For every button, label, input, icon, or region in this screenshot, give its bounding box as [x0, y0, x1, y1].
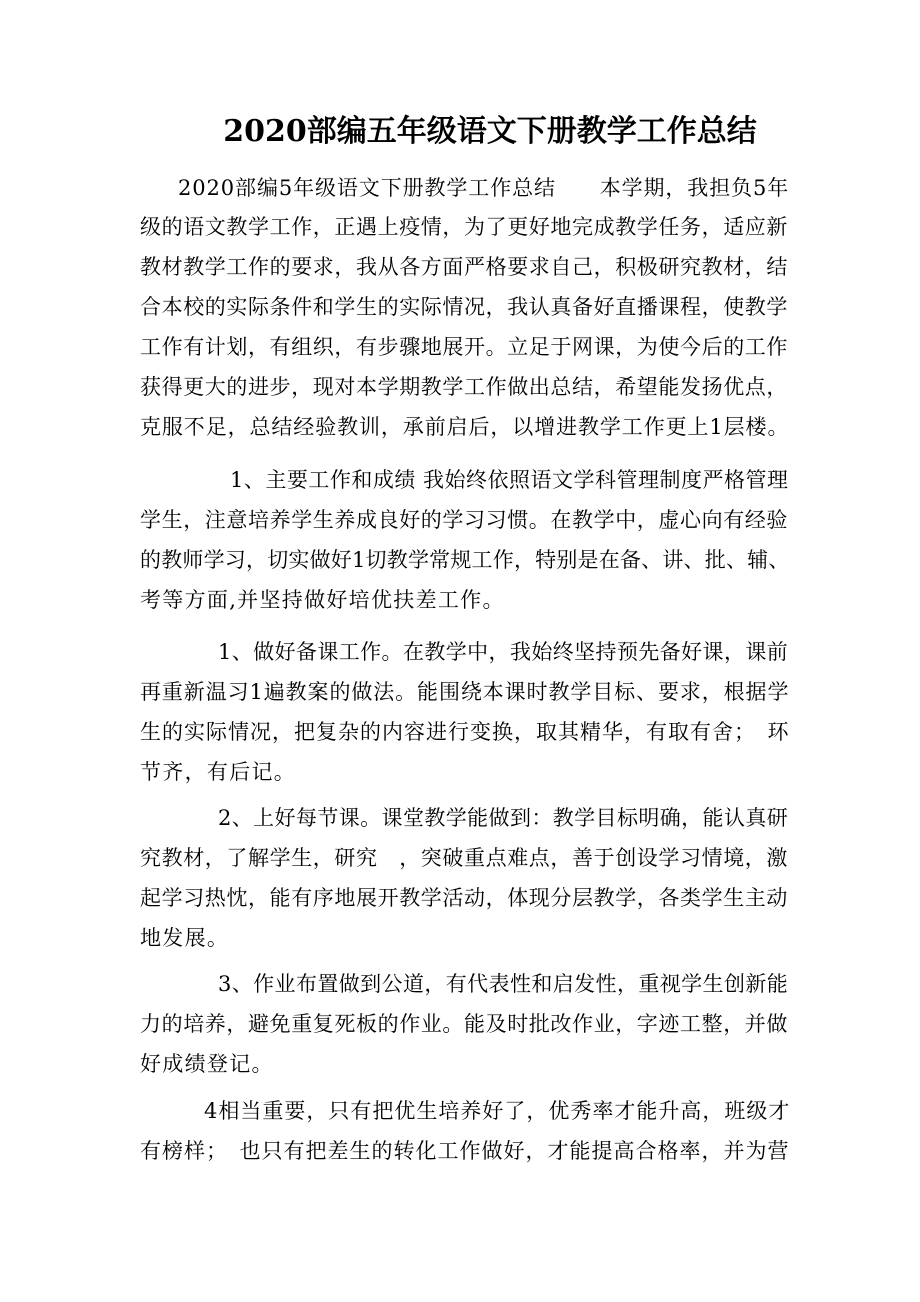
text-line: 2020部编5年级语文下册教学工作总结 本学期，我担负5年	[178, 176, 790, 200]
text-line: 工作有计划，有组织，有步骤地展开。立足于网课，为使今后的工作	[140, 335, 788, 359]
text-line: 力的培养，避免重复死板的作业。能及时批改作业，字迹工整，并做	[140, 1012, 788, 1036]
text-line: 1、做好备课工作。在教学中，我始终坚持预先备好课，课前	[218, 640, 789, 664]
text-line: 考等方面,并坚持做好培优扶差工作。	[140, 588, 505, 612]
text-line: 生的实际情况，把复杂的内容进行变换，取其精华，有取有舍； 环	[140, 720, 790, 744]
text-line: 起学习热忱，能有序地展开教学活动，体现分层教学，各类学生主动	[140, 886, 788, 910]
text-line: 教材教学工作的要求，我从各方面严格要求自己，积极研究教材，结	[140, 255, 788, 279]
text-line: 究教材，了解学生，研究 ，突破重点难点，善于创设学习情境，激	[140, 846, 788, 870]
text-line: 获得更大的进步，现对本学期教学工作做出总结，希望能发扬优点，	[140, 375, 788, 399]
text-line: 3、作业布置做到公道，有代表性和启发性，重视学生创新能	[218, 972, 789, 996]
text-line: 克服不足，总结经验教训，承前启后，以增进教学工作更上1层楼。	[140, 415, 790, 439]
text-line: 好成绩登记。	[140, 1052, 274, 1076]
text-line: 1、主要工作和成绩 我始终依照语文学科管理制度严格管理	[230, 468, 789, 492]
text-line: 合本校的实际条件和学生的实际情况，我认真备好直播课程，使教学	[140, 295, 788, 319]
text-line: 级的语文教学工作，正遇上疫情，为了更好地完成教学任务，适应新	[140, 215, 788, 239]
document-title: 2020部编五年级语文下册教学工作总结	[223, 114, 757, 149]
text-line: 节齐，有后记。	[140, 760, 297, 784]
text-line: 学生，注意培养学生养成良好的学习习惯。在教学中，虚心向有经验	[140, 508, 788, 532]
text-line: 再重新温习1遍教案的做法。能围绕本课时教学目标、要求，根据学	[140, 680, 790, 704]
text-line: 2、上好每节课。课堂教学能做到：教学目标明确，能认真研	[218, 806, 789, 830]
text-line: 有榜样； 也只有把差生的转化工作做好，才能提高合格率，并为营	[140, 1139, 790, 1163]
text-line: 地发展。	[140, 926, 230, 950]
text-line: 的教师学习，切实做好1切教学常规工作，特别是在备、讲、批、辅、	[140, 548, 790, 572]
text-line: 4相当重要，只有把优生培养好了，优秀率才能升高，班级才	[204, 1099, 791, 1123]
